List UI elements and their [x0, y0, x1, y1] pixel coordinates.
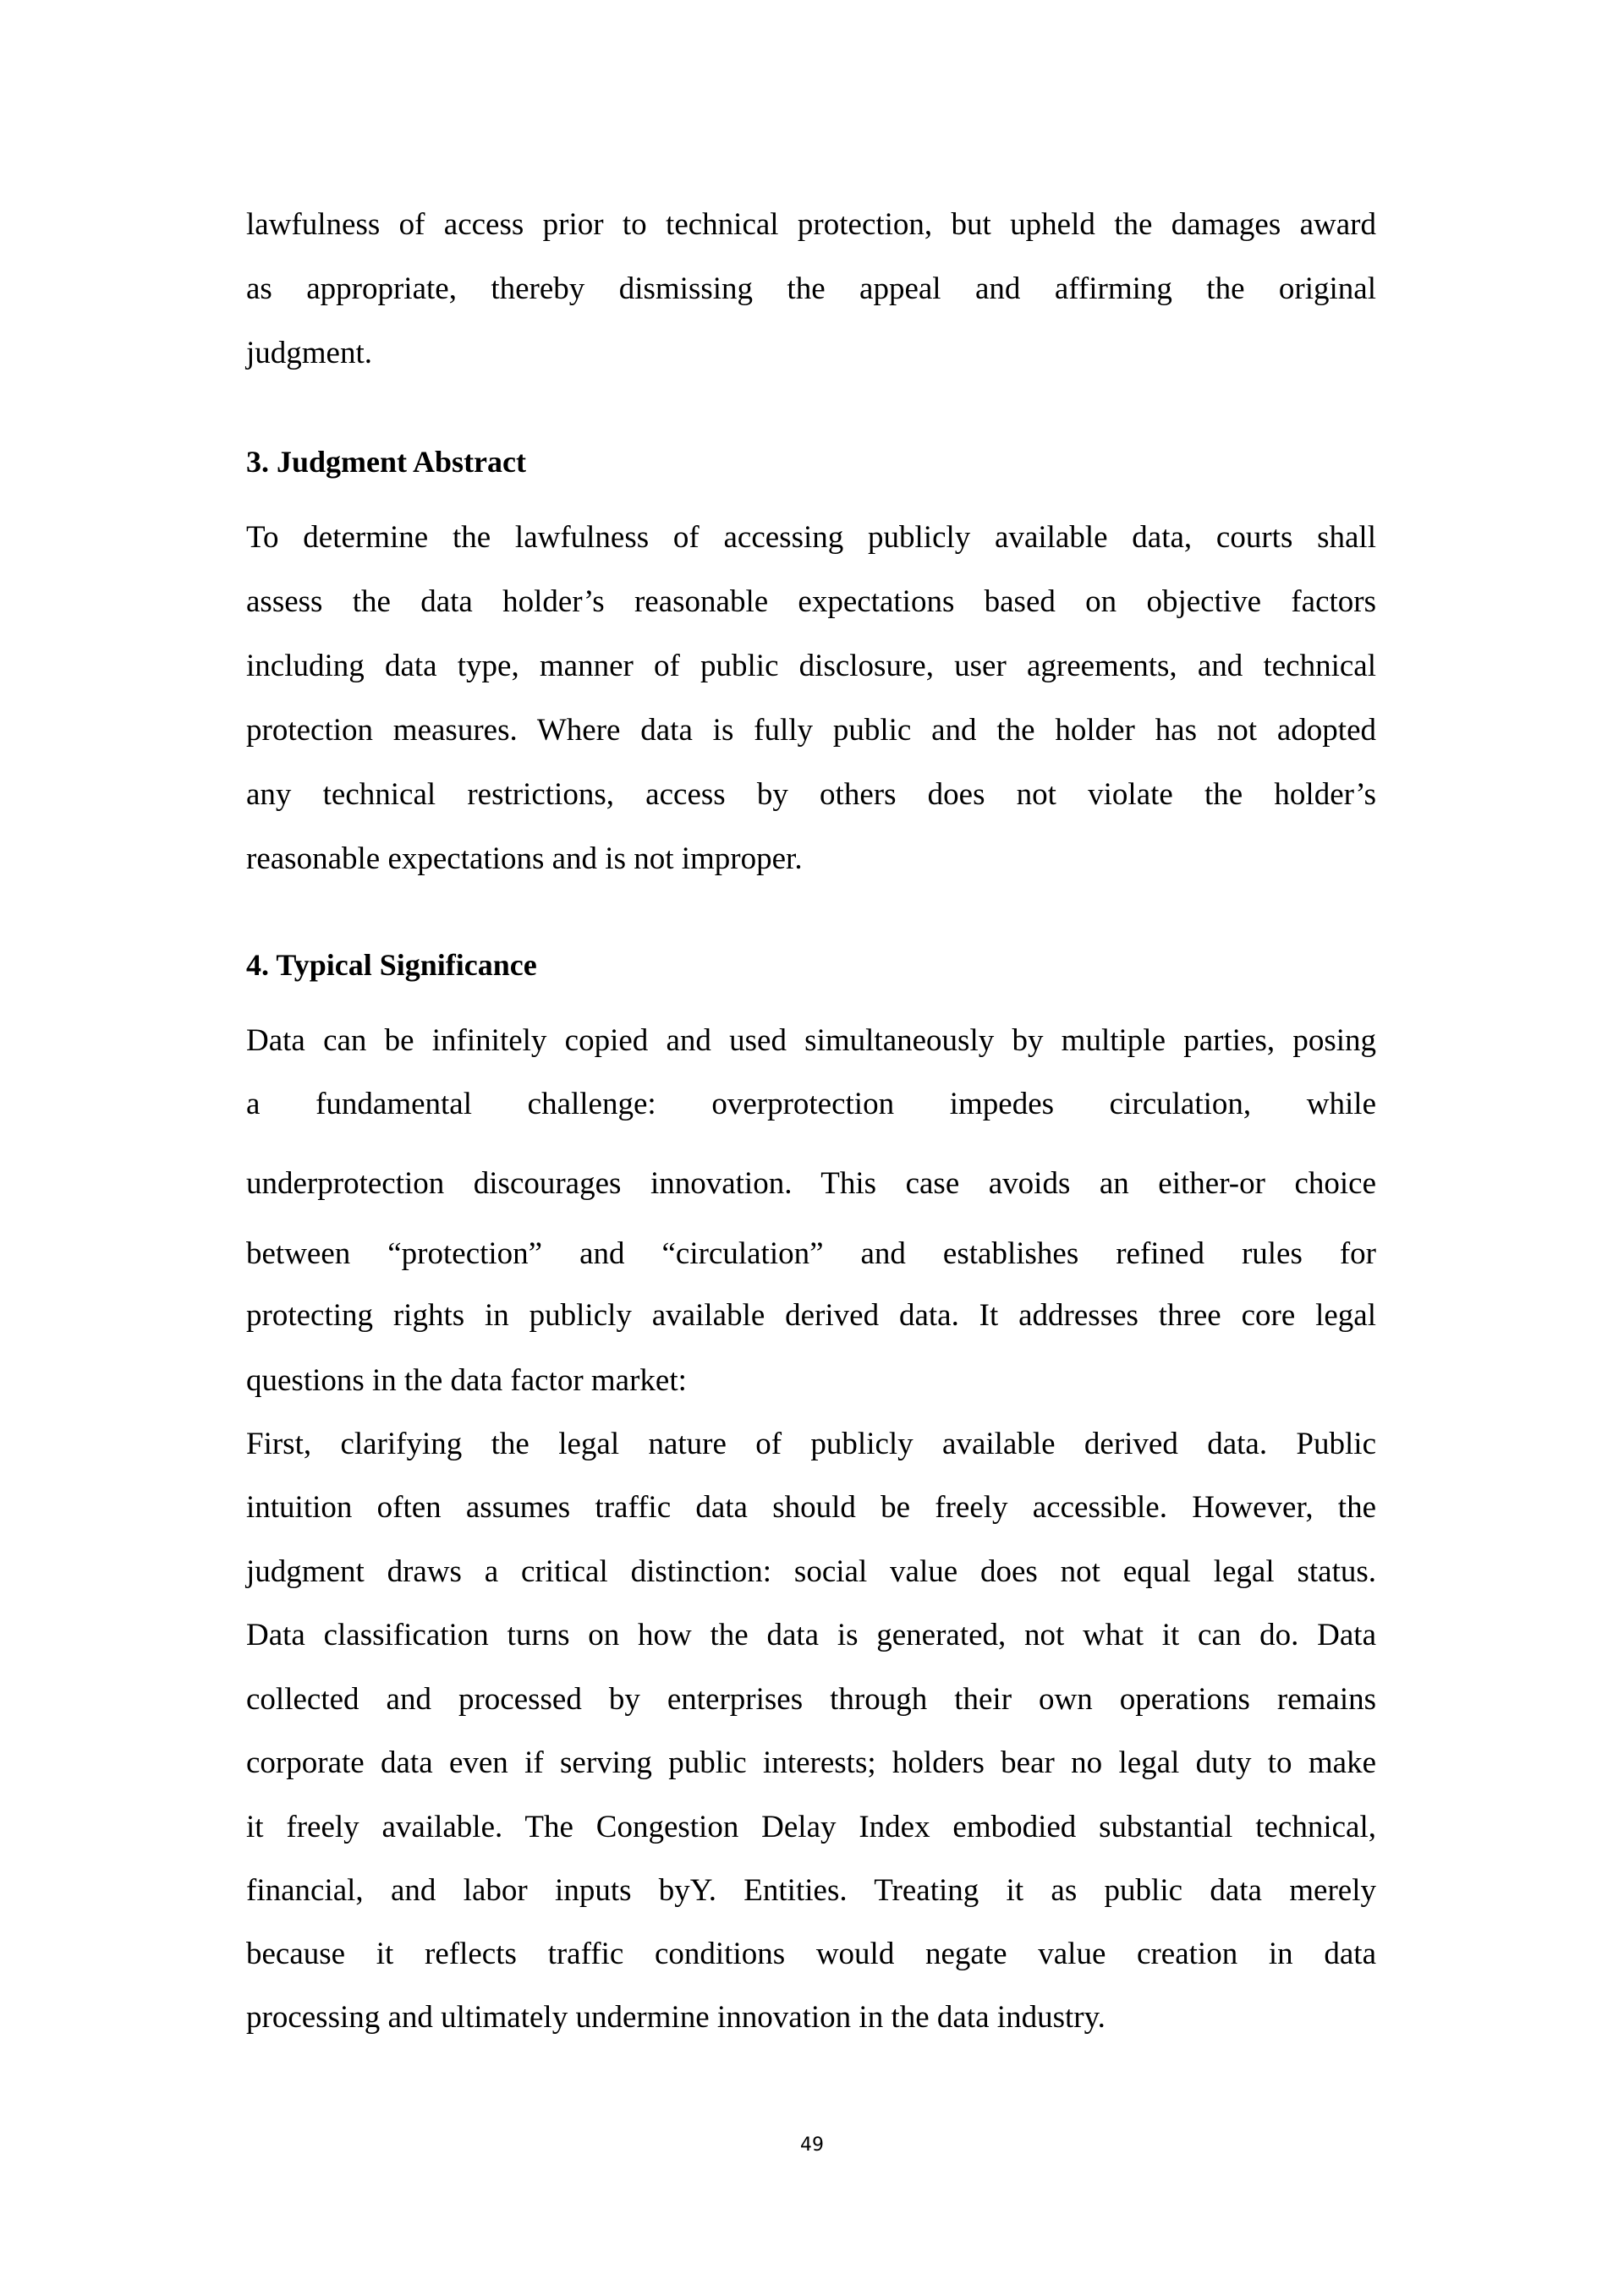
page-number: 49	[800, 2134, 824, 2156]
body-text-line: Data classification turns on how the data is generated, not what it can do. Data	[246, 1618, 1376, 1652]
body-text-line: lawfulness of access prior to technical protection, but upheld the damages award	[246, 207, 1376, 242]
body-text-line: financial, and labor inputs byY. Entities. Treating it as public data merely	[246, 1873, 1376, 1908]
body-text-line: reasonable expectations and is not improper.	[246, 841, 803, 876]
body-text-line: Data can be infinitely copied and used simultaneously by multiple parties, posing	[246, 1023, 1376, 1058]
body-text-line: assess the data holder’s reasonable expectations based on objective factors	[246, 584, 1376, 619]
body-text-line: any technical restrictions, access by others does not violate the holder’s	[246, 777, 1376, 812]
body-text-line: intuition often assumes traffic data should be freely accessible. However, the	[246, 1490, 1376, 1525]
section-heading-judgment-abstract: 3. Judgment Abstract	[246, 445, 526, 479]
body-text-line: protecting rights in publicly available derived data. It addresses three core legal	[246, 1298, 1376, 1333]
body-text-line: questions in the data factor market:	[246, 1363, 687, 1398]
body-text-line: because it reflects traffic conditions would negate value creation in data	[246, 1937, 1376, 1971]
body-text-line: including data type, manner of public disclosure, user agreements, and technical	[246, 649, 1376, 683]
body-text-line: judgment.	[246, 336, 373, 370]
section-heading-typical-significance: 4. Typical Significance	[246, 948, 537, 982]
body-text-line: a fundamental challenge: overprotection impedes circulation, while	[246, 1087, 1376, 1121]
body-text-line: First, clarifying the legal nature of publicly available derived data. Public	[246, 1427, 1376, 1461]
body-text-line: underprotection discourages innovation. This case avoids an either-or choice	[246, 1166, 1376, 1201]
body-text-line: To determine the lawfulness of accessing publicly available data, courts shall	[246, 520, 1376, 555]
body-text-line: as appropriate, thereby dismissing the appeal and affirming the original	[246, 271, 1376, 306]
body-text-line: collected and processed by enterprises through their own operations remains	[246, 1682, 1376, 1717]
body-text-line: protection measures. Where data is fully public and the holder has not adopted	[246, 713, 1376, 748]
body-text-line: corporate data even if serving public interests; holders bear no legal duty to make	[246, 1745, 1376, 1780]
body-text-line: judgment draws a critical distinction: social value does not equal legal status.	[246, 1554, 1376, 1589]
body-text-line: between “protection” and “circulation” and establishes refined rules for	[246, 1236, 1376, 1271]
body-text-line: it freely available. The Congestion Delay Index embodied substantial technical,	[246, 1810, 1376, 1844]
body-text-line: processing and ultimately undermine innovation in the data industry.	[246, 2000, 1106, 2035]
